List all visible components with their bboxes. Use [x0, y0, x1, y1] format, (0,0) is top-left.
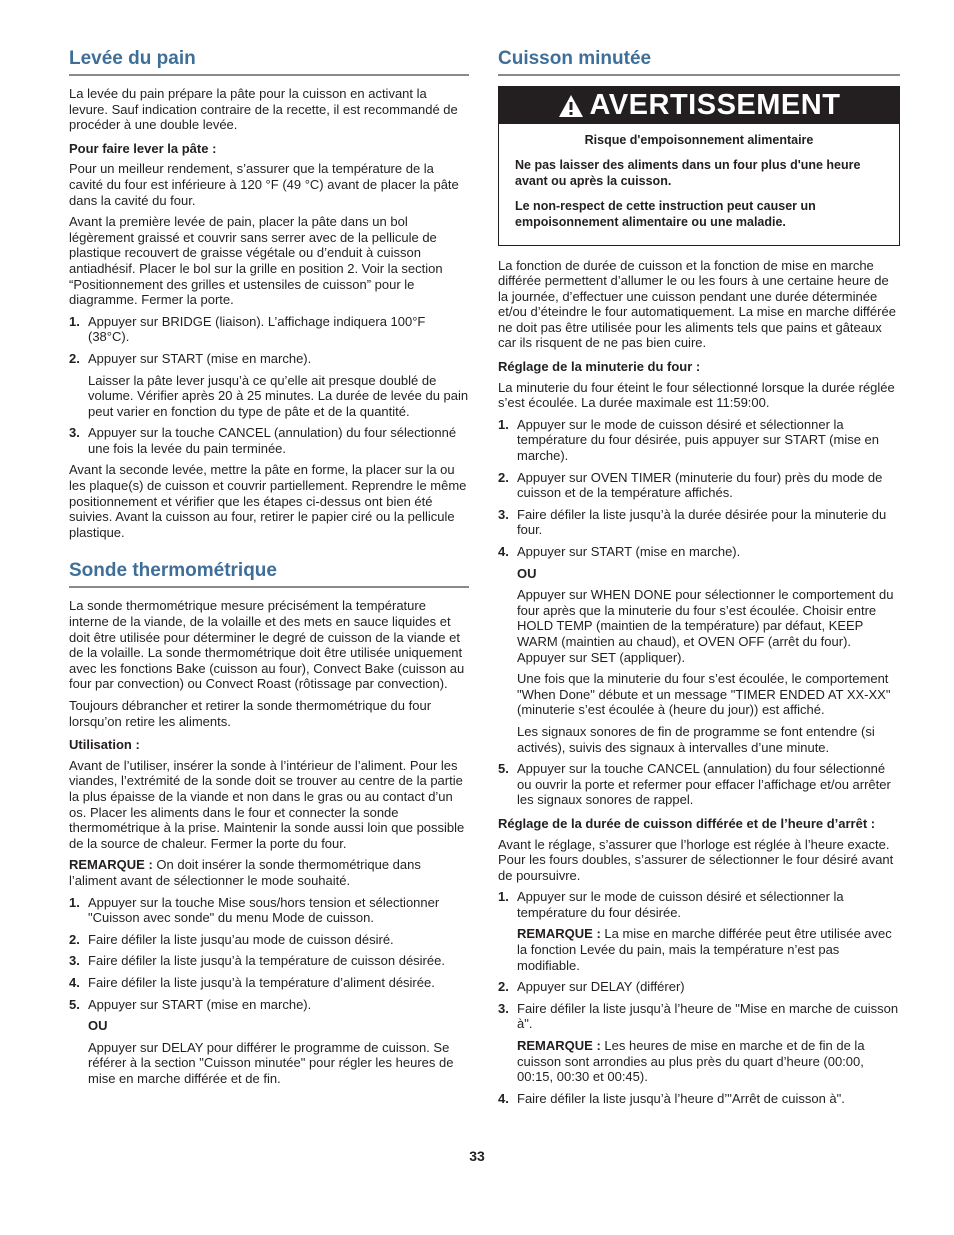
step-text: Appuyer sur START (mise en marche). — [88, 350, 312, 366]
step-number: 4. — [69, 974, 80, 990]
left-column — [69, 48, 469, 1092]
levee-subhead: Pour faire lever la pâte : — [69, 140, 217, 156]
step-text: Faire défiler la liste jusqu’à l’heure de "Mise en marche de cuisson à". — [517, 1000, 899, 1032]
sonde-step-2 — [69, 932, 469, 948]
sonde-p2: Toujours débrancher et retirer la sonde thermométrique du four lorsqu’on retire les aliments. — [69, 698, 432, 729]
warning-body — [499, 124, 899, 245]
step-number: 3. — [69, 953, 80, 969]
step-text: Faire défiler la liste jusqu’à la température d’aliment désirée. — [88, 974, 435, 990]
levee-step-1 — [69, 314, 469, 345]
step-text: Appuyer sur DELAY (différer) — [517, 979, 685, 995]
step-text: Appuyer sur START (mise en marche). — [88, 996, 312, 1012]
step-number: 2. — [498, 979, 509, 995]
page-number: 33 — [469, 1148, 485, 1164]
timer-subhead: Réglage de la minuterie du four : — [498, 359, 701, 375]
step-number: 1. — [69, 313, 80, 329]
warning-box — [498, 86, 900, 246]
step-text: Faire défiler la liste jusqu’à la durée désirée pour la minuterie du four. — [517, 506, 887, 538]
note-label: REMARQUE : — [517, 926, 601, 942]
sonde-p3: Avant de l’utiliser, insérer la sonde à l’intérieur de l’aliment. Pour les viandes, l’extrémité de la sonde doit se trouver au centre de la partie la plus épaisse de la viande et non dans le gras ou au contact d’un os. Placer les aliments dans le four et connecter la sonde thermométrique à la prise. Maintenir la sonde aussi loin que possible de la source de chaleur. Fermer la porte du four. — [69, 757, 465, 851]
warning-line-2: Ne pas laisser des aliments dans un four plus d'une heure avant ou après la cuisson. — [515, 157, 861, 188]
timer-p1: La minuterie du four éteint le four sélectionné lorsque la durée réglée s’est écoulée. La durée maximale est 11:59:00. — [498, 379, 895, 411]
warning-triangle-icon — [558, 94, 584, 118]
timer-ou: OU — [517, 565, 537, 581]
step-number: 2. — [498, 469, 509, 485]
delay-step-4 — [498, 1091, 900, 1107]
note-text: La mise en marche différée peut être utilisée avec la fonction Levée du pain, mais la température n’est pas modifiable. — [517, 926, 892, 973]
step-text: Appuyer sur BRIDGE (liaison). L’affichage indiquera 100°F (38°C). — [88, 313, 426, 345]
section-title-levee: Levée du pain — [69, 48, 469, 76]
delay-subhead: Réglage de la durée de cuisson différée et de l’heure d’arrêt : — [498, 815, 876, 831]
step-number: 3. — [498, 1000, 509, 1016]
cuisson-intro: La fonction de durée de cuisson et la fonction de mise en marche différée permettent d’allumer le ou les fours à une certaine heure de la journée, d’effectuer une cuisson pendant une durée déterminée et/ou d’éteindre le four automatiquement. La mise en marche différée ne doit pas être utilisée pour les aliments tels que pains et gâteaux car ils risquent de ne pas bien cuire. — [498, 257, 896, 351]
sonde-step-5 — [69, 997, 469, 1013]
delay-step-3 — [498, 1001, 900, 1032]
step-text: Appuyer sur START (mise en marche). — [517, 544, 741, 559]
step-text: Appuyer sur la touche CANCEL (annulation) du four sélectionné une fois la levée du pain terminée. — [88, 425, 457, 456]
step-number: 5. — [69, 996, 80, 1012]
levee-step-2 — [69, 351, 469, 367]
right-column — [498, 48, 900, 1112]
levee-p3: Avant la seconde levée, mettre la pâte en forme, la placer sur la ou les plaque(s) de cuisson et couvrir partiellement. Reprendre le même positionnement et vérifier que les étapes ci-dessus ont bien été suivies. Avant la cuisson au four, retirer le papier ciré ou la pellicule plastique. — [69, 462, 467, 540]
delay-note-2 — [517, 1038, 900, 1085]
step-text: Faire défiler la liste jusqu’au mode de cuisson désiré. — [88, 931, 394, 947]
levee-step-3 — [69, 425, 469, 456]
warning-line-1: Risque d'empoisonnement alimentaire — [584, 133, 814, 147]
section-title-sonde: Sonde thermométrique — [69, 560, 469, 588]
step-number: 5. — [498, 761, 509, 777]
timer-alt-3: Les signaux sonores de fin de programme se font entendre (si activés), suivis des signaux à intervalles d’une minute. — [517, 723, 875, 755]
warning-heading: AVERTISSEMENT — [589, 89, 841, 121]
step-number: 3. — [69, 425, 80, 441]
timer-step-2 — [498, 470, 900, 501]
step-text: Appuyer sur OVEN TIMER (minuterie du four) près du mode de cuisson et de la température affichés. — [517, 469, 883, 501]
warning-line-3: Le non-respect de cette instruction peut causer un empoisonnement alimentaire ou une maladie. — [515, 198, 816, 229]
step-number: 4. — [498, 544, 509, 559]
delay-step-2 — [498, 979, 900, 995]
note-text: Les heures de mise en marche et de fin de la cuisson sont arrondies au plus près du quart d’heure (00:00, 00:15, 00:30 et 00:45). — [517, 1038, 865, 1085]
timer-alt-2: Une fois que la minuterie du four s’est écoulée, le comportement "When Done" débute et un message "TIMER ENDED AT XX-XX" (minuterie s’est écoulée à (heure du jour)) est affiché. — [517, 671, 891, 718]
delay-p1: Avant le réglage, s’assurer que l’horloge est réglée à l’heure exacte. Pour les fours doubles, s’assurer de sélectionner le four désiré avant de poursuivre. — [498, 836, 894, 883]
sonde-ou: OU — [88, 1018, 108, 1034]
step-number: 1. — [498, 416, 509, 432]
sonde-p1: La sonde thermométrique mesure précisément la température interne de la viande, de la volaille et des mets en sauce liquides et doit être utilisée pour déterminer le degré de cuisson de la viande et de la volaille. La sonde thermométrique doit être utilisée uniquement avec les fonctions Bake (cuisson au four), Convect Bake (cuisson au four par convection) ou Convect Roast (rôtissage par convection). — [69, 598, 465, 692]
note-label: REMARQUE : — [69, 857, 153, 873]
timer-step-3 — [498, 507, 900, 538]
levee-p1: Pour un meilleur rendement, s’assurer que la température de la cavité du four est inférieure à 120 °F (49 °C) avant de placer la pâte dans la cavité du four. — [69, 161, 459, 208]
step-text: Faire défiler la liste jusqu’à l’heure d’"Arrêt de cuisson à". — [517, 1090, 845, 1106]
step-number: 4. — [498, 1090, 509, 1106]
step-text: Appuyer sur la touche Mise sous/hors tension et sélectionner "Cuisson avec sonde" du menu Mode de cuisson. — [88, 894, 440, 926]
levee-step-2-note: Laisser la pâte lever jusqu’à ce qu’elle ait presque doublé de volume. Vérifier après 20 à 25 minutes. La durée de levée du pain peut varier en fonction du type de pâte et de la quantité. — [88, 372, 469, 419]
sonde-step-3 — [69, 953, 469, 969]
levee-p2: Avant la première levée de pain, placer la pâte dans un bol légèrement graissé et couvrir sans serrer avec de la pellicule de plastique recouvert de graisse végétale ou d’enduit à cuisson antiadhésif. Placer le bol sur la grille en position 2. Voir la section “Positionnement des grilles et ustensiles de cuisson” pour le diagramme. Fermer la porte. — [69, 214, 443, 308]
step-number: 1. — [69, 894, 80, 910]
levee-intro: La levée du pain prépare la pâte pour la cuisson en activant la levure. Sauf indication contraire de la recette, il est recommandé de procéder à une double levée. — [69, 86, 458, 133]
step-text: Appuyer sur la touche CANCEL (annulation) du four sélectionné ou ouvrir la porte et refermer pour effacer l’affichage et/ou arrêter les signaux sonores de rappel. — [517, 761, 891, 808]
sonde-step-5-alt: Appuyer sur DELAY pour différer le programme de cuisson. Se référer à la section "Cuisson minutée" pour régler les heures de mise en marche différée et de fin. — [88, 1039, 454, 1086]
timer-alt-1: Appuyer sur WHEN DONE pour sélectionner le comportement du four après que la minuterie du four s’est écoulée. Choisir entre HOLD TEMP (maintien de la température) par défaut, KEEP WARM (maintien au chaud), et OVEN OFF (arrêt du four). Appuyer sur SET (appliquer). — [517, 587, 894, 665]
sonde-step-4 — [69, 975, 469, 991]
step-text: Faire défiler la liste jusqu’à la température de cuisson désirée. — [88, 953, 445, 969]
note-text: On doit insérer la sonde thermométrique dans l’aliment avant de sélectionner le mode souhaité. — [69, 857, 421, 888]
warning-header — [499, 87, 899, 124]
sonde-step-1 — [69, 895, 469, 926]
timer-step-4 — [498, 544, 900, 560]
delay-step-1 — [498, 889, 900, 920]
step-text: Appuyer sur le mode de cuisson désiré et sélectionner la température du four désirée, puis appuyer sur START (mise en marche). — [517, 416, 880, 464]
step-number: 2. — [69, 350, 80, 366]
timer-step-5 — [498, 761, 900, 808]
step-number: 3. — [498, 506, 509, 522]
sonde-note — [69, 857, 469, 888]
step-number: 2. — [69, 931, 80, 947]
step-number: 1. — [498, 889, 509, 905]
note-label: REMARQUE : — [517, 1038, 601, 1054]
step-text: Appuyer sur le mode de cuisson désiré et sélectionner la température du four désirée. — [517, 889, 844, 920]
section-title-cuisson-minutee: Cuisson minutée — [498, 48, 900, 76]
delay-note-1 — [517, 926, 900, 973]
sonde-subhead: Utilisation : — [69, 737, 140, 753]
timer-step-1 — [498, 417, 900, 464]
